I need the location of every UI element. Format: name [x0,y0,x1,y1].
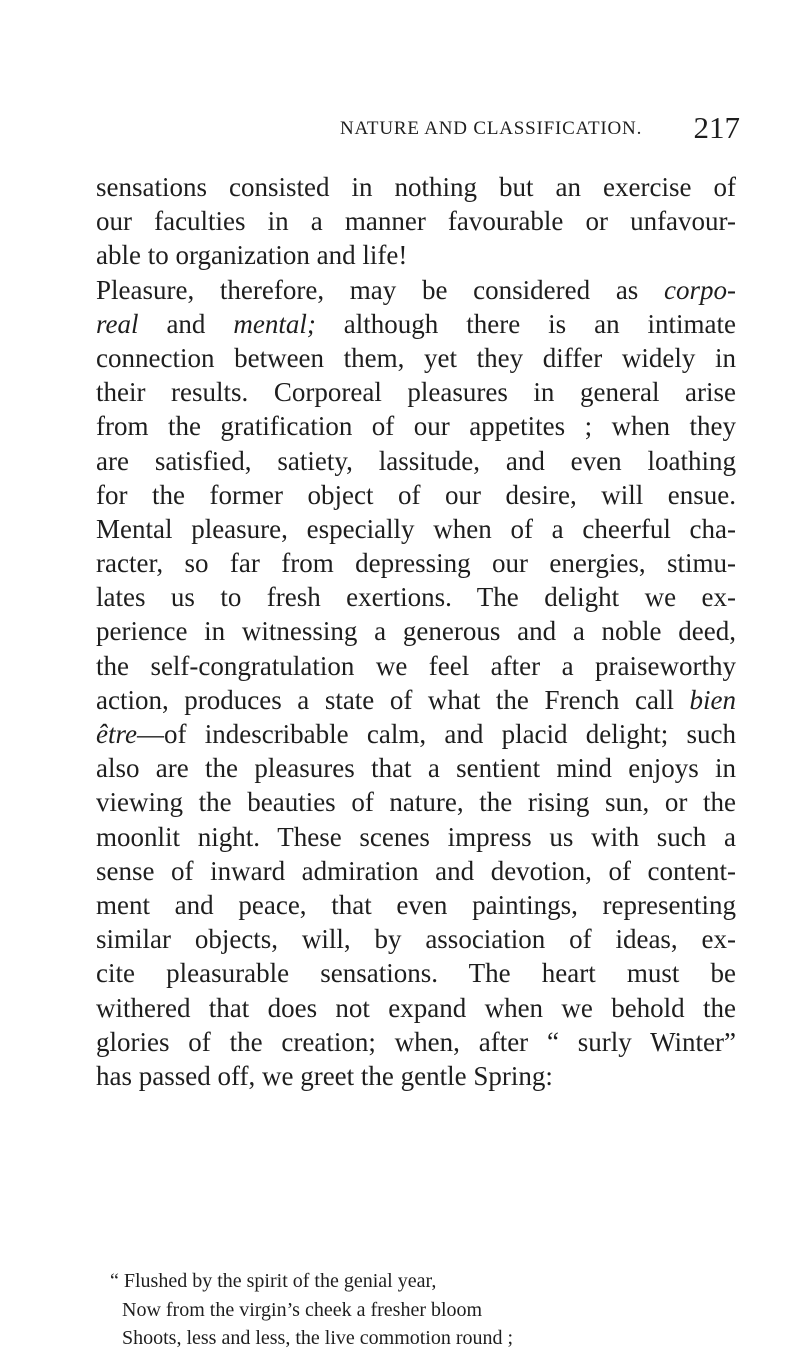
text-line: viewing the beauties of nature, the rising sun, or the [96,787,736,818]
text-line: moonlit night. These scenes impress us with such a [96,821,736,852]
text-line: Mental pleasure, especially when of a cheerful cha- [96,513,736,544]
text-line: for the former object of our desire, will ensue. [96,479,736,510]
text-span: action, produces a state of what the French call [96,684,690,715]
text-line: glories of the creation; when, after “ surly Winter” [96,1026,736,1057]
text-line: connection between them, yet they differ widely in [96,342,736,373]
text-span: although there is an intimate [315,308,736,339]
verse-line: Now from the virgin’s cheek a fresher bloom [122,1298,483,1321]
text-line: similar objects, will, by association of ideas, ex- [96,924,736,955]
italic-term-corporeal-cont: real [96,308,139,339]
verse-quotation [110,1267,630,1353]
verse-line: “ Flushed by the spirit of the genial year, [110,1270,437,1292]
text-span: —of indescribable calm, and placid delight; such [136,719,736,749]
running-head [340,110,740,150]
text-line: racter, so far from depressing our energies, stimu- [96,548,736,579]
text-span: Pleasure, therefore, may be considered as [96,274,665,305]
text-line: has passed off, we greet the gentle Spring: [96,1060,553,1091]
text-line: our faculties in a manner favourable or unfavour- [96,206,736,237]
text-line: lates us to fresh exertions. The delight we ex- [96,582,736,613]
running-title: NATURE AND CLASSIFICATION. [340,118,643,139]
body-text [96,170,736,1093]
italic-term-etre: être [96,719,137,749]
italic-term-mental: mental; [233,308,316,339]
verse-line: Shoots, less and less, the live commotion round ; [122,1327,514,1349]
text-line: perience in witnessing a generous and a noble deed, [96,616,736,647]
text-line: cite pleasurable sensations. The heart must be [96,958,736,989]
text-line: able to organization and life! [96,240,408,271]
text-line [96,717,736,751]
italic-term-corporeal: corpo- [664,274,736,305]
text-line: withered that does not expand when we behold the [96,992,736,1023]
text-line: ment and peace, that even paintings, representing [96,889,736,920]
text-line: sense of inward admiration and devotion, of content- [96,855,736,886]
text-line [96,307,736,341]
text-line [96,273,736,307]
text-line: their results. Corporeal pleasures in general arise [96,377,736,408]
text-line: are satisfied, satiety, lassitude, and even loathing [96,445,736,476]
text-line: the self-congratulation we feel after a praiseworthy [96,650,736,681]
italic-term-bien: bien [689,684,736,715]
text-line [96,683,736,717]
text-span: and [138,308,234,339]
text-line: from the gratification of our appetites ; when they [96,411,736,442]
text-line: also are the pleasures that a sentient mind enjoys in [96,753,736,784]
page-number: 217 [693,110,740,145]
text-line: sensations consisted in nothing but an exercise of [96,172,736,202]
